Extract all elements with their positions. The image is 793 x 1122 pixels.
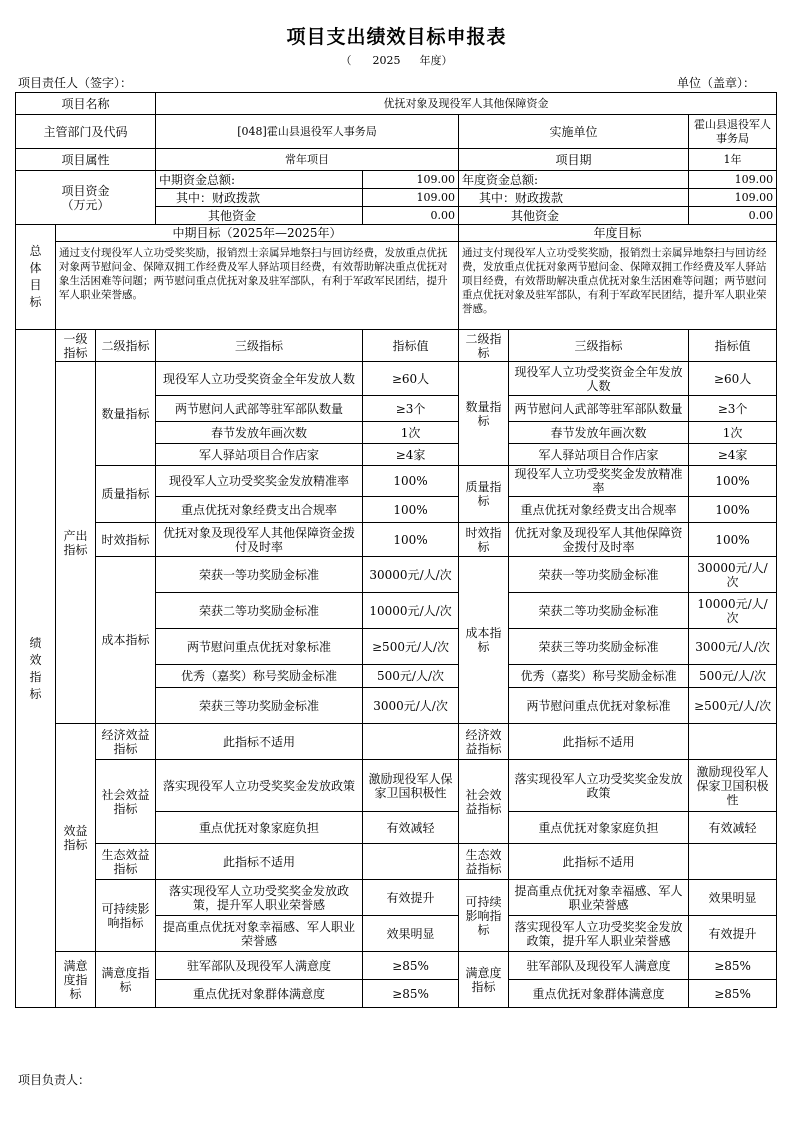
benefit-indicator-label: 效益指标 bbox=[56, 724, 96, 952]
row-attribute bbox=[16, 149, 777, 171]
sustainable-mid-value: 效果明显 bbox=[363, 916, 459, 952]
cost-mid-name: 荣获二等功奖励金标准 bbox=[156, 593, 363, 629]
header-value-right: 指标值 bbox=[689, 330, 777, 362]
ecological-year-value bbox=[689, 844, 777, 880]
satisfaction-l1-label: 满意度指标 bbox=[56, 952, 96, 1008]
ecological-year-name: 此指标不适用 bbox=[509, 844, 689, 880]
quality-mid-name: 现役军人立功受奖奖金发放精准率 bbox=[156, 466, 363, 497]
page-title: 项目支出绩效目标申报表 bbox=[286, 26, 507, 48]
satisfaction-mid-value: ≥85% bbox=[363, 980, 459, 1008]
quantity-mid-value: 1次 bbox=[363, 422, 459, 444]
cost-mid-value: 30000元/人/次 bbox=[363, 557, 459, 593]
sustainable-mid-name: 落实现役军人立功受奖奖金发放政策，提升军人职业荣誉感 bbox=[156, 880, 363, 916]
row-project-name bbox=[16, 93, 777, 115]
economic-row-1 bbox=[16, 724, 777, 760]
year-fiscal-label: 其中：财政拨款 bbox=[459, 189, 689, 207]
quality-year-name: 现役军人立功受奖奖金发放精准率 bbox=[509, 466, 689, 497]
header-lvl3: 三级指标 bbox=[156, 330, 363, 362]
ecological-row-1 bbox=[16, 844, 777, 880]
header-lvl1: 一级指标 bbox=[56, 330, 96, 362]
performance-indicator-label bbox=[16, 330, 56, 1008]
funds-label bbox=[16, 171, 156, 225]
performance-char-2: 效 bbox=[29, 652, 42, 667]
satisfaction-year-value: ≥85% bbox=[689, 952, 777, 980]
social-mid-value: 有效减轻 bbox=[363, 812, 459, 844]
ecological-label-right: 生态效益指标 bbox=[459, 844, 509, 880]
quantity-row-1 bbox=[16, 362, 777, 396]
funds-label-text: 项目资金 bbox=[61, 183, 110, 198]
mid-other-label: 其他资金 bbox=[156, 207, 363, 225]
year-fiscal-value: 109.00 bbox=[689, 189, 777, 207]
header-value: 指标值 bbox=[363, 330, 459, 362]
quantity-year-value: 1次 bbox=[689, 422, 777, 444]
sustainable-mid-name: 提高重点优抚对象幸福感、军人职业荣誉感 bbox=[156, 916, 363, 952]
project-leader-label: 项目负责人： bbox=[18, 1073, 91, 1087]
timeliness-year-name: 优抚对象及现役军人其他保障资金拨付及时率 bbox=[509, 523, 689, 557]
performance-char-1: 绩 bbox=[29, 635, 42, 650]
cost-label: 成本指标 bbox=[96, 557, 156, 724]
unit-label: 单位（盖章）： bbox=[676, 76, 755, 90]
quality-label: 质量指标 bbox=[96, 466, 156, 523]
cost-mid-name: 荣获一等功奖励金标准 bbox=[156, 557, 363, 593]
attribute-value: 常年项目 bbox=[156, 149, 459, 171]
economic-year-value bbox=[689, 724, 777, 760]
row-department bbox=[16, 115, 777, 149]
quality-year-value: 100% bbox=[689, 466, 777, 497]
quantity-year-value: ≥4家 bbox=[689, 444, 777, 466]
satisfaction-year-name: 驻军部队及现役军人满意度 bbox=[509, 952, 689, 980]
period-label: 项目期 bbox=[459, 149, 689, 171]
satisfaction-row-1 bbox=[16, 952, 777, 980]
social-mid-value: 激励现役军人保家卫国积极性 bbox=[363, 760, 459, 812]
cost-mid-value: 3000元/人/次 bbox=[363, 688, 459, 724]
social-year-value: 激励现役军人保家卫国积极性 bbox=[689, 760, 777, 812]
quantity-mid-name: 春节发放年画次数 bbox=[156, 422, 363, 444]
sustainable-year-name: 落实现役军人立功受奖奖金发放政策，提升军人职业荣誉感 bbox=[509, 916, 689, 952]
satisfaction-year-value: ≥85% bbox=[689, 980, 777, 1008]
economic-label: 经济效益指标 bbox=[96, 724, 156, 760]
timeliness-mid-value: 100% bbox=[363, 523, 459, 557]
year-value: 2025 bbox=[372, 54, 401, 67]
ecological-mid-name: 此指标不适用 bbox=[156, 844, 363, 880]
cost-year-name: 荣获二等功奖励金标准 bbox=[509, 593, 689, 629]
quantity-label: 数量指标 bbox=[96, 362, 156, 466]
satisfaction-mid-value: ≥85% bbox=[363, 952, 459, 980]
quantity-label-right: 数量指标 bbox=[459, 362, 509, 466]
quality-mid-value: 100% bbox=[363, 466, 459, 497]
economic-mid-name: 此指标不适用 bbox=[156, 724, 363, 760]
responsible-label: 项目责任人（签字）： bbox=[18, 76, 133, 90]
quantity-mid-value: ≥4家 bbox=[363, 444, 459, 466]
row-overall-header bbox=[16, 225, 777, 242]
quantity-year-value: ≥60人 bbox=[689, 362, 777, 396]
social-year-name: 重点优抚对象家庭负担 bbox=[509, 812, 689, 844]
year-suffix: 年度） bbox=[419, 54, 453, 67]
year-goal-text: 通过支付现役军人立功受奖奖励，报销烈士亲属异地祭扫与回访经费，发放重点优抚对象两节慰问金、保障双拥工作经费及军人驿站项目经费，有效帮助解决重点优抚对象生活困难等问题；两节慰问重点优抚对象及驻军部队，有利于军政军民团结，提升军人职业荣誉感。 bbox=[459, 242, 777, 330]
performance-table bbox=[15, 92, 777, 1008]
year-other-label: 其他资金 bbox=[459, 207, 689, 225]
performance-char-3: 指 bbox=[29, 669, 42, 684]
quality-year-name: 重点优抚对象经费支出合规率 bbox=[509, 497, 689, 523]
department-label: 主管部门及代码 bbox=[16, 115, 156, 149]
cost-year-name: 两节慰问重点优抚对象标准 bbox=[509, 688, 689, 724]
quality-label-right: 质量指标 bbox=[459, 466, 509, 523]
quality-row-1 bbox=[16, 466, 777, 497]
quantity-mid-value: ≥60人 bbox=[363, 362, 459, 396]
cost-year-name: 荣获三等功奖励金标准 bbox=[509, 629, 689, 665]
ecological-label: 生态效益指标 bbox=[96, 844, 156, 880]
mid-total-value: 109.00 bbox=[363, 171, 459, 189]
timeliness-label-right: 时效指标 bbox=[459, 523, 509, 557]
sustainable-year-value: 有效提升 bbox=[689, 916, 777, 952]
department-value: [048]霍山县退役军人事务局 bbox=[156, 115, 459, 149]
timeliness-year-value: 100% bbox=[689, 523, 777, 557]
funds-unit: （万元） bbox=[61, 197, 110, 212]
overall-char-1: 总 bbox=[29, 244, 42, 258]
sustainable-row-1 bbox=[16, 880, 777, 916]
economic-label-right: 经济效益指标 bbox=[459, 724, 509, 760]
quantity-year-name: 军人驿站项目合作店家 bbox=[509, 444, 689, 466]
cost-mid-name: 优秀（嘉奖）称号奖励金标准 bbox=[156, 665, 363, 688]
quantity-year-name: 春节发放年画次数 bbox=[509, 422, 689, 444]
year-goal-header: 年度目标 bbox=[459, 225, 777, 242]
satisfaction-year-name: 重点优抚对象群体满意度 bbox=[509, 980, 689, 1008]
cost-mid-value: 10000元/人/次 bbox=[363, 593, 459, 629]
overall-goal-label bbox=[16, 225, 56, 330]
satisfaction-l2-label-right: 满意度指标 bbox=[459, 952, 509, 1008]
social-row-1 bbox=[16, 760, 777, 812]
performance-char-4: 标 bbox=[29, 686, 42, 701]
year-total-value: 109.00 bbox=[689, 171, 777, 189]
attribute-label: 项目属性 bbox=[16, 149, 156, 171]
sustainable-year-name: 提高重点优抚对象幸福感、军人职业荣誉感 bbox=[509, 880, 689, 916]
timeliness-row-1 bbox=[16, 523, 777, 557]
quality-year-value: 100% bbox=[689, 497, 777, 523]
cost-year-value: 500元/人/次 bbox=[689, 665, 777, 688]
sustainable-mid-value: 有效提升 bbox=[363, 880, 459, 916]
header-lvl2: 二级指标 bbox=[96, 330, 156, 362]
mid-fiscal-value: 109.00 bbox=[363, 189, 459, 207]
economic-year-name: 此指标不适用 bbox=[509, 724, 689, 760]
mid-fiscal-label: 其中：财政拨款 bbox=[156, 189, 363, 207]
overall-char-2: 体 bbox=[29, 261, 42, 275]
cost-mid-value: ≥500元/人/次 bbox=[363, 629, 459, 665]
year-open: （ bbox=[340, 54, 352, 67]
social-mid-name: 落实现役军人立功受奖奖金发放政策 bbox=[156, 760, 363, 812]
cost-mid-name: 两节慰问重点优抚对象标准 bbox=[156, 629, 363, 665]
impl-unit-label: 实施单位 bbox=[459, 115, 689, 149]
cost-year-name: 优秀（嘉奖）称号奖励金标准 bbox=[509, 665, 689, 688]
output-indicator-label: 产出指标 bbox=[56, 362, 96, 724]
satisfaction-l2-label: 满意度指标 bbox=[96, 952, 156, 1008]
cost-year-value: 3000元/人/次 bbox=[689, 629, 777, 665]
quantity-mid-name: 现役军人立功受奖资金全年发放人数 bbox=[156, 362, 363, 396]
mid-goal-header: 中期目标（2025年—2025年） bbox=[56, 225, 459, 242]
quantity-year-name: 两节慰问人武部等驻军部队数量 bbox=[509, 396, 689, 422]
cost-mid-name: 荣获三等功奖励金标准 bbox=[156, 688, 363, 724]
sustainable-label-right: 可持续影响指标 bbox=[459, 880, 509, 952]
cost-row-1 bbox=[16, 557, 777, 593]
social-year-name: 落实现役军人立功受奖奖金发放政策 bbox=[509, 760, 689, 812]
timeliness-mid-name: 优抚对象及现役军人其他保障资金拨付及时率 bbox=[156, 523, 363, 557]
mid-total-label: 中期资金总额: bbox=[156, 171, 363, 189]
year-line bbox=[0, 52, 793, 68]
mid-goal-text: 通过支付现役军人立功受奖奖励，报销烈士亲属异地祭扫与回访经费，发放重点优抚对象两节慰问金、保障双拥工作经费及军人驿站项目经费，有效帮助解决重点优抚对象生活困难等问题；两节慰问重点优抚对象及驻军部队，有利于军政军民团结，提升军人职业荣誉感。 bbox=[56, 242, 459, 330]
social-year-value: 有效减轻 bbox=[689, 812, 777, 844]
cost-year-value: 30000元/人/次 bbox=[689, 557, 777, 593]
year-total-label: 年度资金总额: bbox=[459, 171, 689, 189]
overall-char-4: 标 bbox=[29, 295, 42, 309]
indicator-header-row bbox=[16, 330, 777, 362]
mid-other-value: 0.00 bbox=[363, 207, 459, 225]
project-name-value: 优抚对象及现役军人其他保障资金 bbox=[156, 93, 777, 115]
row-overall-text bbox=[16, 242, 777, 330]
period-value: 1年 bbox=[689, 149, 777, 171]
quantity-year-value: ≥3个 bbox=[689, 396, 777, 422]
quality-mid-value: 100% bbox=[363, 497, 459, 523]
sustainable-label: 可持续影响指标 bbox=[96, 880, 156, 952]
quantity-mid-name: 军人驿站项目合作店家 bbox=[156, 444, 363, 466]
social-label-right: 社会效益指标 bbox=[459, 760, 509, 844]
cost-year-value: 10000元/人/次 bbox=[689, 593, 777, 629]
quantity-mid-value: ≥3个 bbox=[363, 396, 459, 422]
timeliness-label: 时效指标 bbox=[96, 523, 156, 557]
cost-label-right: 成本指标 bbox=[459, 557, 509, 724]
project-name-label: 项目名称 bbox=[16, 93, 156, 115]
year-other-value: 0.00 bbox=[689, 207, 777, 225]
quality-mid-name: 重点优抚对象经费支出合规率 bbox=[156, 497, 363, 523]
economic-mid-value bbox=[363, 724, 459, 760]
sustainable-year-value: 效果明显 bbox=[689, 880, 777, 916]
quantity-year-name: 现役军人立功受奖资金全年发放人数 bbox=[509, 362, 689, 396]
ecological-mid-value bbox=[363, 844, 459, 880]
social-mid-name: 重点优抚对象家庭负担 bbox=[156, 812, 363, 844]
satisfaction-mid-name: 重点优抚对象群体满意度 bbox=[156, 980, 363, 1008]
overall-char-3: 目 bbox=[29, 278, 42, 292]
impl-unit-value: 霍山县退役军人事务局 bbox=[689, 115, 777, 149]
header-lvl3-right: 三级指标 bbox=[509, 330, 689, 362]
row-funds-total bbox=[16, 171, 777, 189]
social-label: 社会效益指标 bbox=[96, 760, 156, 844]
cost-year-value: ≥500元/人/次 bbox=[689, 688, 777, 724]
satisfaction-mid-name: 驻军部队及现役军人满意度 bbox=[156, 952, 363, 980]
header-lvl2-right: 二级指标 bbox=[459, 330, 509, 362]
cost-year-name: 荣获一等功奖励金标准 bbox=[509, 557, 689, 593]
quantity-mid-name: 两节慰问人武部等驻军部队数量 bbox=[156, 396, 363, 422]
cost-mid-value: 500元/人/次 bbox=[363, 665, 459, 688]
